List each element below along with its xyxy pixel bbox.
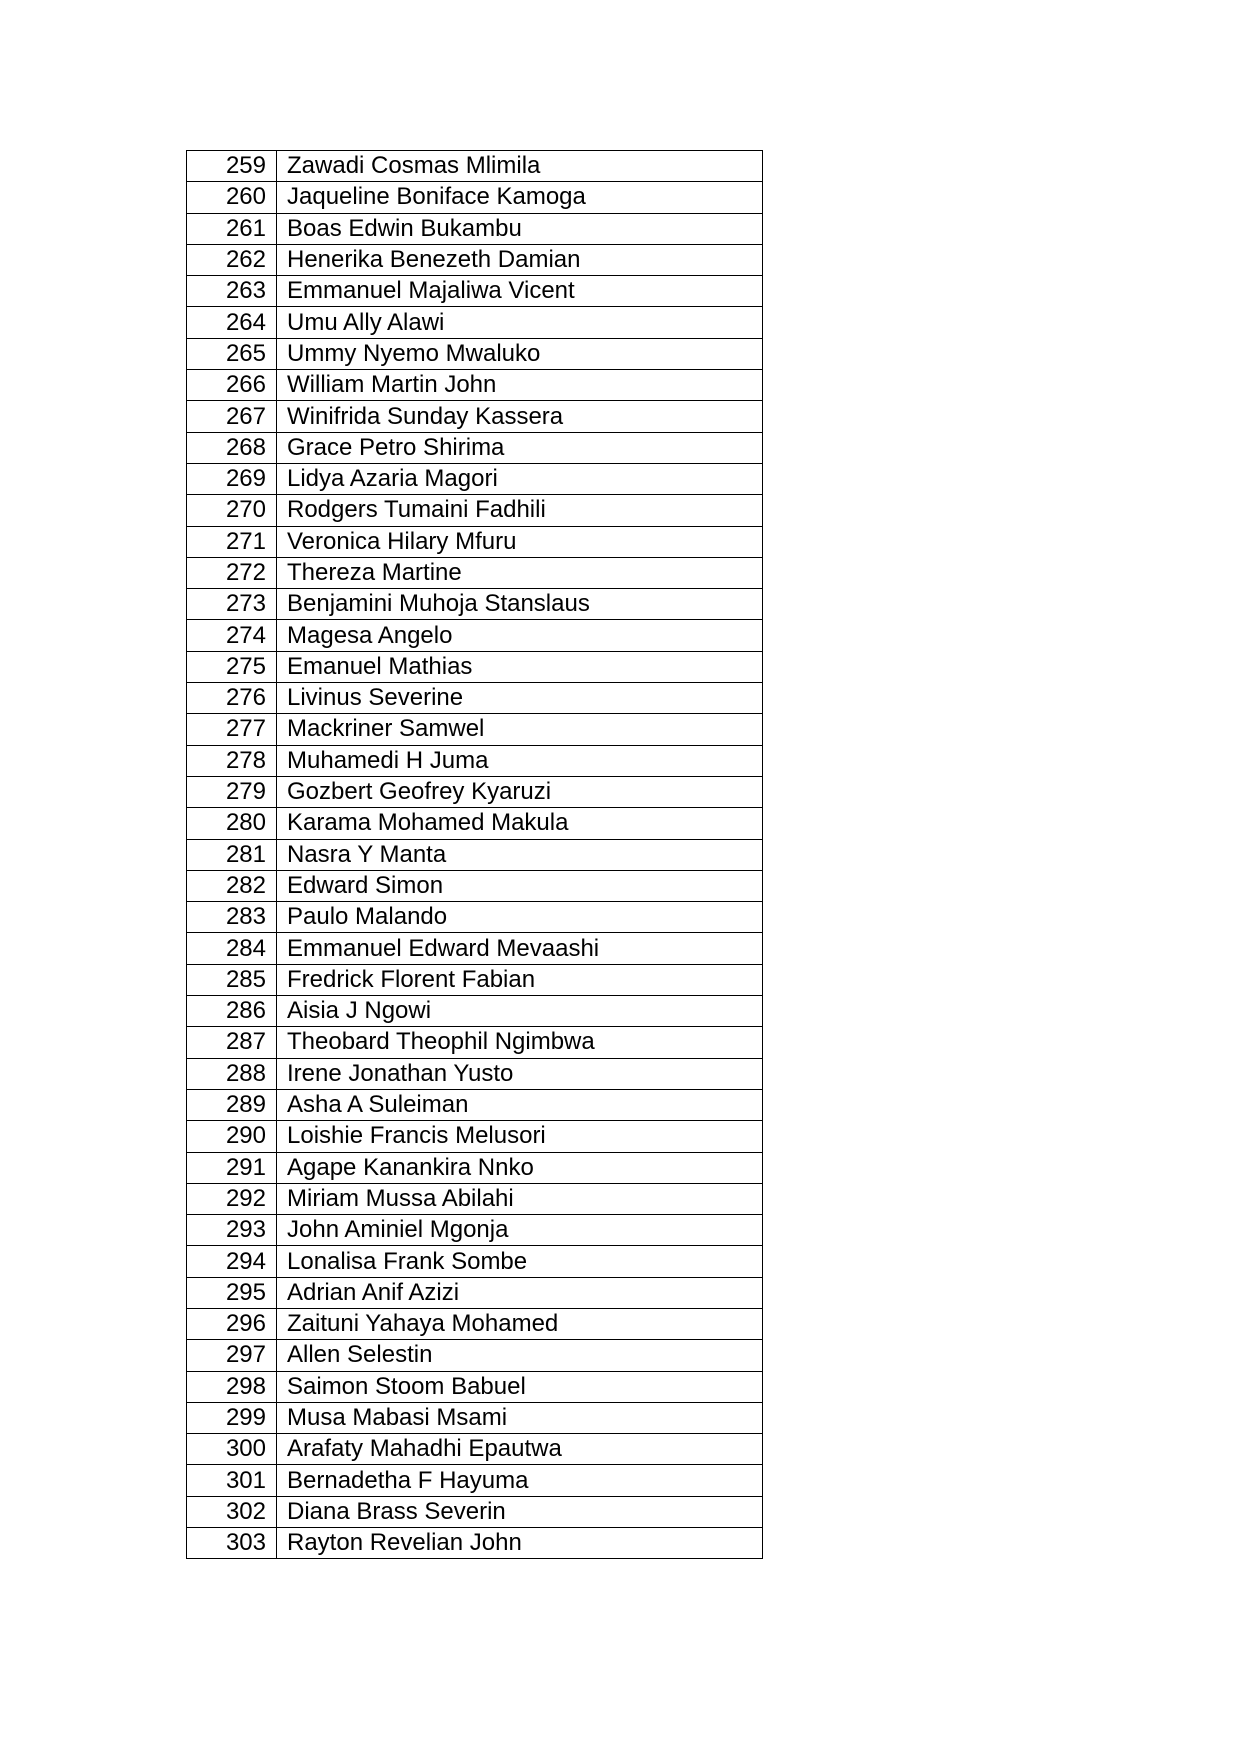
person-name: Ummy Nyemo Mwaluko bbox=[277, 338, 763, 369]
table-row bbox=[187, 370, 763, 401]
person-name: Allen Selestin bbox=[277, 1340, 763, 1371]
table-row bbox=[187, 1528, 763, 1559]
row-number: 291 bbox=[187, 1152, 277, 1183]
person-name: Jaqueline Boniface Kamoga bbox=[277, 182, 763, 213]
table-row bbox=[187, 1277, 763, 1308]
table-row bbox=[187, 808, 763, 839]
row-number: 290 bbox=[187, 1121, 277, 1152]
row-number: 286 bbox=[187, 996, 277, 1027]
table-row bbox=[187, 432, 763, 463]
table-row bbox=[187, 1402, 763, 1433]
row-number: 302 bbox=[187, 1496, 277, 1527]
person-name: Agape Kanankira Nnko bbox=[277, 1152, 763, 1183]
person-name: Zaituni Yahaya Mohamed bbox=[277, 1308, 763, 1339]
person-name: Karama Mohamed Makula bbox=[277, 808, 763, 839]
person-name: Theobard Theophil Ngimbwa bbox=[277, 1027, 763, 1058]
table-row bbox=[187, 463, 763, 494]
row-number: 287 bbox=[187, 1027, 277, 1058]
table-row bbox=[187, 244, 763, 275]
row-number: 276 bbox=[187, 683, 277, 714]
table-row bbox=[187, 495, 763, 526]
person-name: Loishie Francis Melusori bbox=[277, 1121, 763, 1152]
row-number: 270 bbox=[187, 495, 277, 526]
row-number: 284 bbox=[187, 933, 277, 964]
table-row bbox=[187, 902, 763, 933]
row-number: 274 bbox=[187, 620, 277, 651]
row-number: 265 bbox=[187, 338, 277, 369]
row-number: 278 bbox=[187, 745, 277, 776]
table-row bbox=[187, 338, 763, 369]
table-row bbox=[187, 776, 763, 807]
person-name: Miriam Mussa Abilahi bbox=[277, 1183, 763, 1214]
row-number: 289 bbox=[187, 1089, 277, 1120]
person-name: Umu Ally Alawi bbox=[277, 307, 763, 338]
person-name: Irene Jonathan Yusto bbox=[277, 1058, 763, 1089]
row-number: 273 bbox=[187, 589, 277, 620]
row-number: 261 bbox=[187, 213, 277, 244]
table-row bbox=[187, 182, 763, 213]
person-name: Arafaty Mahadhi Epautwa bbox=[277, 1434, 763, 1465]
row-number: 303 bbox=[187, 1528, 277, 1559]
person-name: Emanuel Mathias bbox=[277, 651, 763, 682]
row-number: 269 bbox=[187, 463, 277, 494]
person-name: Magesa Angelo bbox=[277, 620, 763, 651]
person-name: Benjamini Muhoja Stanslaus bbox=[277, 589, 763, 620]
row-number: 259 bbox=[187, 151, 277, 182]
person-name: Musa Mabasi Msami bbox=[277, 1402, 763, 1433]
row-number: 281 bbox=[187, 839, 277, 870]
person-name: Lonalisa Frank Sombe bbox=[277, 1246, 763, 1277]
table-row bbox=[187, 526, 763, 557]
person-name: Henerika Benezeth Damian bbox=[277, 244, 763, 275]
row-number: 293 bbox=[187, 1215, 277, 1246]
person-name: Grace Petro Shirima bbox=[277, 432, 763, 463]
person-name: Aisia J Ngowi bbox=[277, 996, 763, 1027]
person-name: Muhamedi H Juma bbox=[277, 745, 763, 776]
name-list-table bbox=[186, 150, 763, 1559]
person-name: Rodgers Tumaini Fadhili bbox=[277, 495, 763, 526]
table-row bbox=[187, 870, 763, 901]
row-number: 260 bbox=[187, 182, 277, 213]
row-number: 271 bbox=[187, 526, 277, 557]
person-name: Gozbert Geofrey Kyaruzi bbox=[277, 776, 763, 807]
row-number: 262 bbox=[187, 244, 277, 275]
person-name: Lidya Azaria Magori bbox=[277, 463, 763, 494]
person-name: Winifrida Sunday Kassera bbox=[277, 401, 763, 432]
person-name: Veronica Hilary Mfuru bbox=[277, 526, 763, 557]
row-number: 277 bbox=[187, 714, 277, 745]
row-number: 292 bbox=[187, 1183, 277, 1214]
person-name: Diana Brass Severin bbox=[277, 1496, 763, 1527]
row-number: 266 bbox=[187, 370, 277, 401]
table-row bbox=[187, 683, 763, 714]
table-row bbox=[187, 307, 763, 338]
row-number: 297 bbox=[187, 1340, 277, 1371]
row-number: 272 bbox=[187, 557, 277, 588]
table-row bbox=[187, 964, 763, 995]
row-number: 268 bbox=[187, 432, 277, 463]
table-row bbox=[187, 1183, 763, 1214]
table-row bbox=[187, 1434, 763, 1465]
table-row bbox=[187, 1215, 763, 1246]
row-number: 283 bbox=[187, 902, 277, 933]
table-row bbox=[187, 1121, 763, 1152]
table-row bbox=[187, 1027, 763, 1058]
name-list-body bbox=[187, 151, 763, 1559]
row-number: 263 bbox=[187, 276, 277, 307]
row-number: 296 bbox=[187, 1308, 277, 1339]
person-name: Mackriner Samwel bbox=[277, 714, 763, 745]
table-row bbox=[187, 1465, 763, 1496]
row-number: 282 bbox=[187, 870, 277, 901]
table-row bbox=[187, 589, 763, 620]
row-number: 298 bbox=[187, 1371, 277, 1402]
row-number: 285 bbox=[187, 964, 277, 995]
row-number: 280 bbox=[187, 808, 277, 839]
table-row bbox=[187, 745, 763, 776]
table-row bbox=[187, 1496, 763, 1527]
table-row bbox=[187, 1246, 763, 1277]
table-row bbox=[187, 714, 763, 745]
person-name: Thereza Martine bbox=[277, 557, 763, 588]
person-name: Boas Edwin Bukambu bbox=[277, 213, 763, 244]
table-row bbox=[187, 151, 763, 182]
row-number: 264 bbox=[187, 307, 277, 338]
row-number: 294 bbox=[187, 1246, 277, 1277]
table-row bbox=[187, 933, 763, 964]
row-number: 279 bbox=[187, 776, 277, 807]
table-row bbox=[187, 839, 763, 870]
row-number: 275 bbox=[187, 651, 277, 682]
person-name: Asha A Suleiman bbox=[277, 1089, 763, 1120]
person-name: Saimon Stoom Babuel bbox=[277, 1371, 763, 1402]
table-row bbox=[187, 1089, 763, 1120]
person-name: Edward Simon bbox=[277, 870, 763, 901]
table-row bbox=[187, 651, 763, 682]
row-number: 299 bbox=[187, 1402, 277, 1433]
person-name: Emmanuel Majaliwa Vicent bbox=[277, 276, 763, 307]
table-row bbox=[187, 996, 763, 1027]
table-row bbox=[187, 1152, 763, 1183]
table-row bbox=[187, 1058, 763, 1089]
table-row bbox=[187, 1340, 763, 1371]
table-row bbox=[187, 401, 763, 432]
person-name: Nasra Y Manta bbox=[277, 839, 763, 870]
table-row bbox=[187, 276, 763, 307]
table-row bbox=[187, 1371, 763, 1402]
person-name: Adrian Anif Azizi bbox=[277, 1277, 763, 1308]
person-name: Emmanuel Edward Mevaashi bbox=[277, 933, 763, 964]
person-name: Paulo Malando bbox=[277, 902, 763, 933]
person-name: Fredrick Florent Fabian bbox=[277, 964, 763, 995]
row-number: 288 bbox=[187, 1058, 277, 1089]
row-number: 301 bbox=[187, 1465, 277, 1496]
person-name: Zawadi Cosmas Mlimila bbox=[277, 151, 763, 182]
table-row bbox=[187, 213, 763, 244]
person-name: Livinus Severine bbox=[277, 683, 763, 714]
person-name: Bernadetha F Hayuma bbox=[277, 1465, 763, 1496]
table-row bbox=[187, 620, 763, 651]
person-name: John Aminiel Mgonja bbox=[277, 1215, 763, 1246]
row-number: 295 bbox=[187, 1277, 277, 1308]
table-row bbox=[187, 557, 763, 588]
person-name: William Martin John bbox=[277, 370, 763, 401]
person-name: Rayton Revelian John bbox=[277, 1528, 763, 1559]
table-row bbox=[187, 1308, 763, 1339]
row-number: 300 bbox=[187, 1434, 277, 1465]
row-number: 267 bbox=[187, 401, 277, 432]
